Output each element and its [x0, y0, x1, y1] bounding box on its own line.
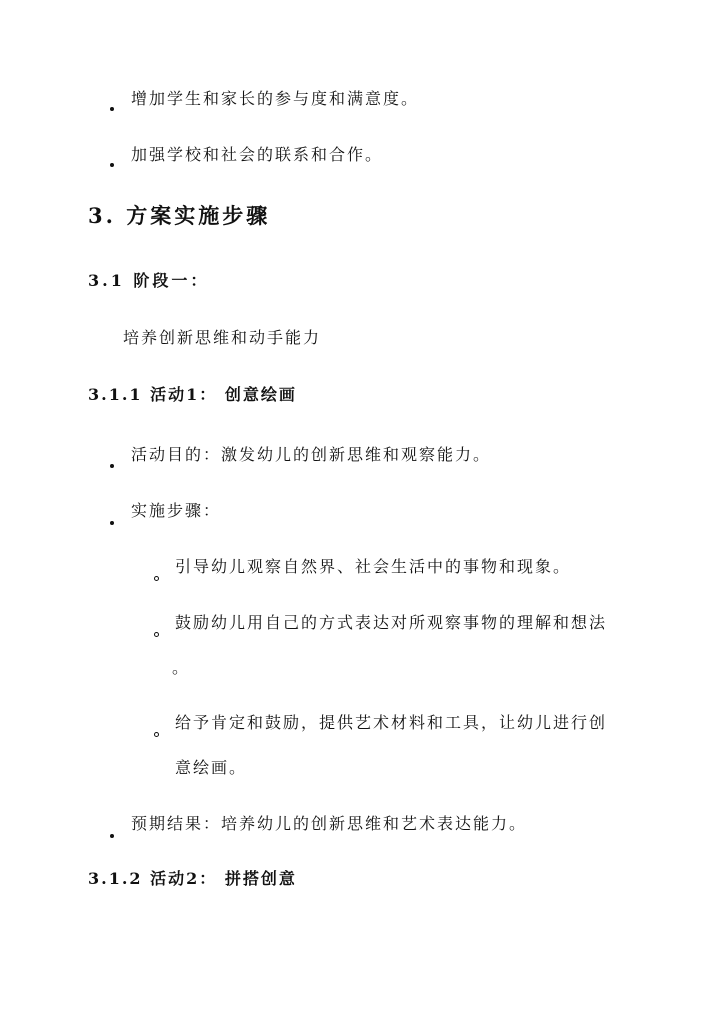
bullet-dot	[110, 96, 114, 115]
list-item: 预期结果：培养幼儿的创新思维和艺术表达能力。	[131, 814, 528, 833]
bullet-dot	[110, 823, 114, 842]
bullet-dot	[110, 510, 114, 529]
sub-subsection-heading: 3.1.1 活动1： 创意绘画	[88, 385, 297, 404]
section-heading: 3. 方案实施步骤	[88, 203, 271, 228]
paragraph: 培养创新思维和动手能力	[123, 328, 322, 347]
goal-item: 增加学生和家长的参与度和满意度。	[131, 89, 420, 108]
sub-bullet-circle	[154, 566, 159, 585]
nested-list-item-continuation: 。	[172, 658, 191, 677]
subsection-heading: 3.1 阶段一：	[88, 271, 210, 290]
list-item: 活动目的：激发幼儿的创新思维和观察能力。	[131, 445, 492, 464]
nested-list-item: 给予肯定和鼓励，提供艺术材料和工具，让幼儿进行创	[175, 713, 608, 732]
sub-bullet-circle	[154, 722, 159, 741]
bullet-dot	[110, 152, 114, 171]
list-item: 实施步骤：	[131, 501, 222, 520]
nested-list-item: 鼓励幼儿用自己的方式表达对所观察事物的理解和想法	[175, 613, 608, 632]
sub-subsection-heading: 3.1.2 活动2： 拼搭创意	[88, 869, 297, 888]
bullet-dot	[110, 453, 114, 472]
goal-item: 加强学校和社会的联系和合作。	[131, 145, 384, 164]
nested-list-item: 引导幼儿观察自然界、社会生活中的事物和现象。	[175, 557, 572, 576]
sub-bullet-circle	[154, 622, 159, 641]
nested-list-item-continuation: 意绘画。	[175, 758, 248, 777]
